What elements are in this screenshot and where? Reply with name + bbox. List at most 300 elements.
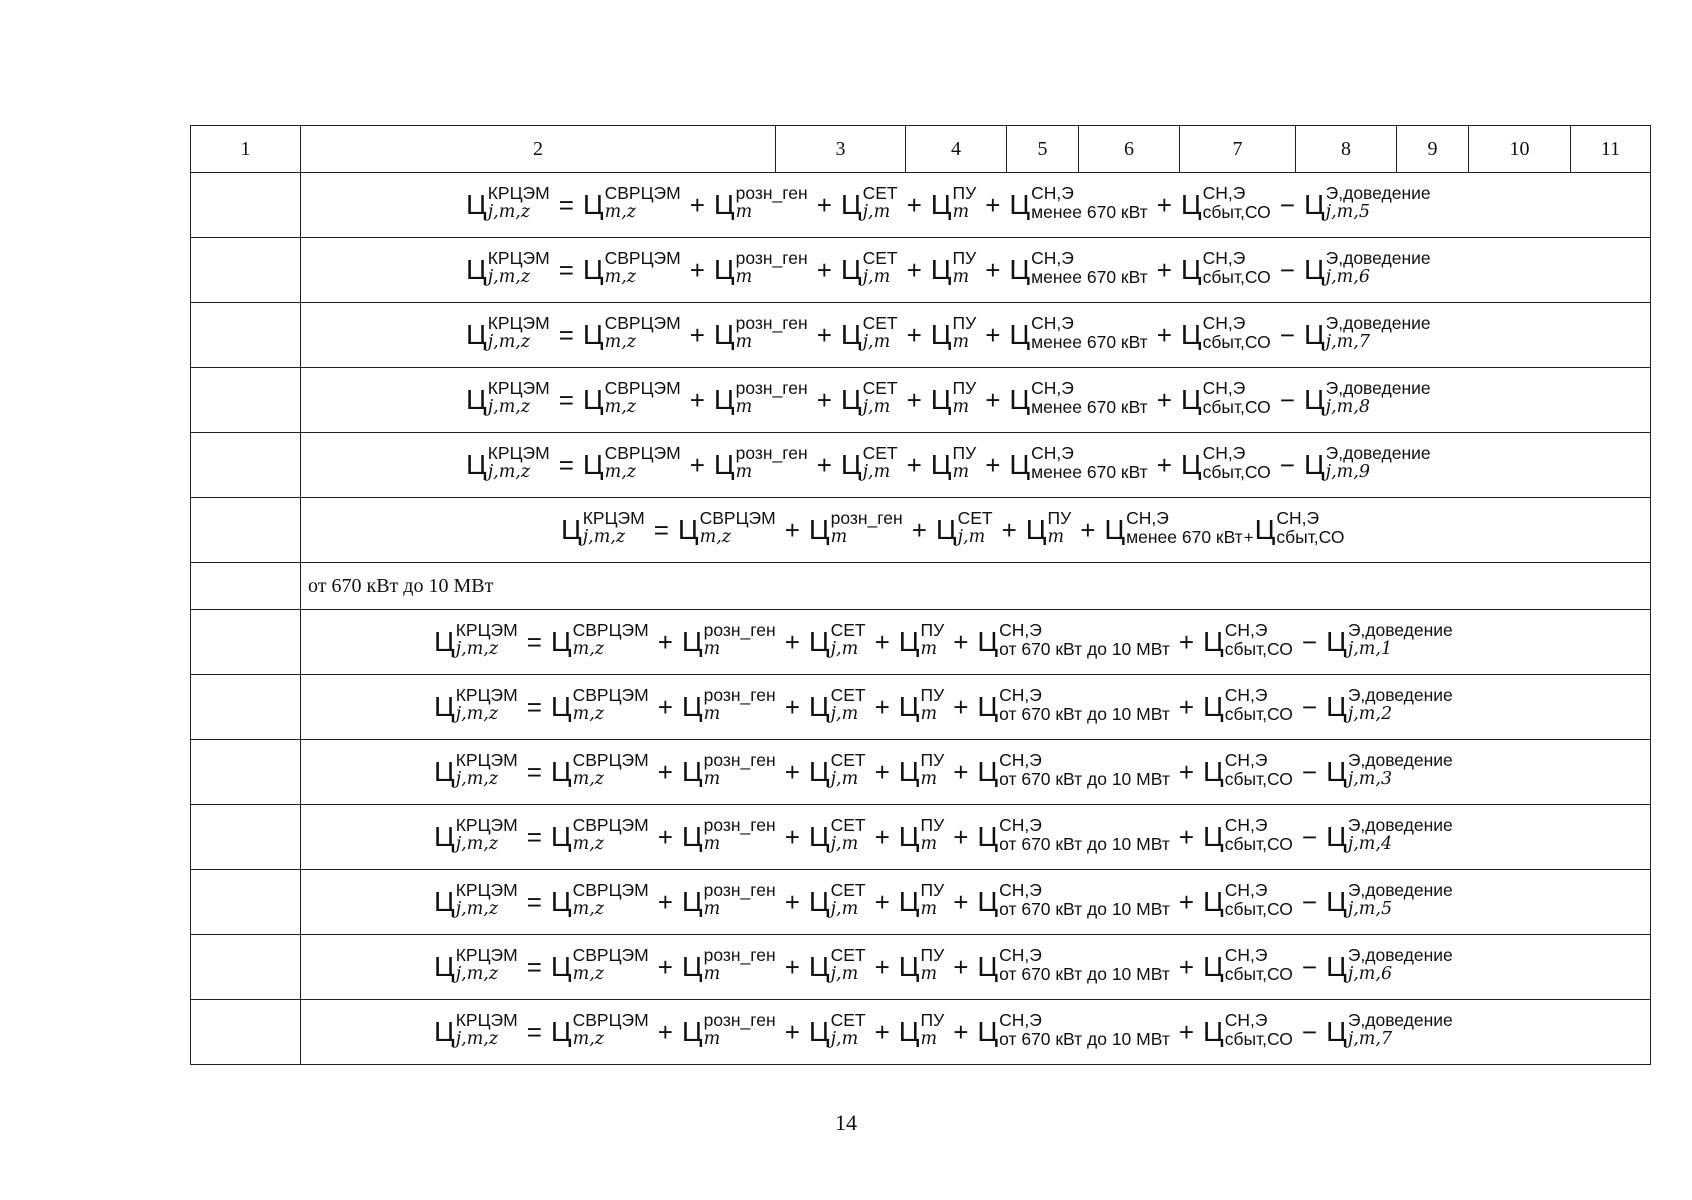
symbol-superscript: СЕТ	[862, 443, 898, 463]
symbol-superscript: СВРЦЭМ	[572, 880, 649, 900]
symbol-base: Ц	[1203, 1016, 1224, 1047]
symbol-subscript: m	[703, 769, 721, 789]
price-symbol	[840, 183, 898, 222]
operator: +	[1156, 450, 1172, 480]
empty-cell	[191, 935, 301, 1000]
symbol-superscript: СН,Э	[1202, 313, 1246, 333]
operator: −	[1301, 952, 1318, 982]
symbol-base: Ц	[808, 821, 830, 852]
symbol-superscript: розн_ген	[703, 685, 776, 705]
symbol-superscript: Э,доведение	[1347, 750, 1453, 770]
symbol-subscript: менее 670 кВт	[1031, 397, 1148, 417]
operator: =	[526, 1017, 542, 1047]
symbol-subscript: j,m,z	[582, 527, 626, 547]
symbol-superscript: ПУ	[920, 750, 945, 770]
symbol-base: Ц	[1203, 886, 1224, 917]
formula-cell	[301, 1000, 1651, 1065]
symbol-superscript: розн_ген	[703, 1010, 776, 1030]
symbol-superscript: СН,Э	[999, 1010, 1042, 1030]
operator: =	[558, 255, 574, 285]
price-symbol	[840, 378, 898, 417]
symbol-superscript: СЕТ	[862, 313, 898, 333]
operator: +	[657, 692, 673, 722]
symbol-base: Ц	[930, 449, 952, 480]
symbol-superscript: СН,Э	[999, 945, 1042, 965]
symbol-subscript: j,m,z	[455, 639, 499, 659]
price-symbol	[898, 620, 945, 659]
formula-cell	[301, 610, 1651, 675]
header-cell: 3	[776, 126, 906, 173]
symbol-subscript: j,m,7	[1347, 1029, 1393, 1049]
symbol-superscript: СН,Э	[1126, 508, 1169, 528]
symbol-superscript: СН,Э	[1202, 443, 1246, 463]
symbol-superscript: розн_ген	[703, 880, 776, 900]
symbol-base: Ц	[840, 189, 862, 220]
operator: −	[1301, 692, 1318, 722]
operator: +	[784, 757, 800, 787]
symbol-base: Ц	[1326, 691, 1347, 722]
symbol-superscript: Э,доведение	[1325, 248, 1431, 268]
price-symbol	[1326, 1010, 1453, 1049]
symbol-base: Ц	[1025, 514, 1047, 545]
operator: +	[1080, 515, 1096, 545]
price-symbol	[582, 248, 681, 287]
price-symbol	[1303, 378, 1431, 417]
symbol-superscript: СН,Э	[1276, 508, 1320, 528]
price-symbol	[713, 378, 808, 417]
symbol-base: Ц	[898, 1016, 920, 1047]
symbol-subscript: j,m	[830, 639, 859, 659]
symbol-superscript: Э,доведение	[1347, 945, 1453, 965]
price-symbol	[713, 443, 808, 482]
symbol-base: Ц	[840, 254, 862, 285]
symbol-superscript: ПУ	[952, 248, 977, 268]
operator: −	[1279, 190, 1295, 220]
symbol-subscript: сбыт,СО	[1224, 899, 1293, 919]
symbol-subscript: m	[703, 834, 721, 854]
operator: +	[985, 190, 1001, 220]
section-row	[191, 563, 1651, 610]
price-symbol	[808, 1010, 866, 1049]
formula-cell	[301, 433, 1651, 498]
symbol-base: Ц	[681, 691, 703, 722]
symbol-superscript: Э,доведение	[1325, 443, 1431, 463]
operator: +	[874, 887, 890, 917]
symbol-superscript: Э,доведение	[1325, 313, 1431, 333]
price-symbol	[808, 945, 866, 984]
symbol-subscript: m	[735, 397, 753, 417]
symbol-base: Ц	[1180, 189, 1202, 220]
price-symbol	[1203, 620, 1293, 659]
operator: +	[1156, 255, 1172, 285]
operator: +	[874, 692, 890, 722]
price-symbol	[561, 508, 645, 547]
formula-cell	[301, 805, 1651, 870]
symbol-subscript: m	[703, 704, 721, 724]
symbol-base: Ц	[1009, 449, 1031, 480]
symbol-superscript: СВРЦЭМ	[604, 248, 681, 268]
operator: +	[1178, 822, 1195, 852]
symbol-subscript: m,z	[572, 704, 604, 724]
symbol-subscript: m	[703, 899, 721, 919]
symbol-superscript: СЕТ	[830, 815, 866, 835]
formula-row	[191, 433, 1651, 498]
symbol-superscript: СЕТ	[830, 750, 866, 770]
symbol-superscript: СН,Э	[1202, 378, 1246, 398]
operator: +	[689, 320, 705, 350]
price-symbol	[1303, 183, 1431, 222]
symbol-superscript: СВРЦЭМ	[572, 620, 649, 640]
formula	[301, 945, 1650, 984]
symbol-base: Ц	[977, 821, 999, 852]
symbol-subscript: m	[952, 397, 970, 417]
symbol-base: Ц	[677, 514, 699, 545]
formula-row	[191, 238, 1651, 303]
symbol-superscript: ПУ	[920, 880, 945, 900]
symbol-base: Ц	[1326, 821, 1347, 852]
symbol-base: Ц	[1303, 254, 1325, 285]
operator: =	[558, 190, 574, 220]
formula-cell	[301, 675, 1651, 740]
symbol-superscript: КРЦЭМ	[455, 685, 518, 705]
price-symbol	[977, 945, 1170, 984]
price-symbol	[977, 815, 1170, 854]
symbol-superscript: СН,Э	[999, 685, 1042, 705]
symbol-superscript: розн_ген	[703, 750, 776, 770]
symbol-subscript: j,m,z	[455, 964, 499, 984]
symbol-subscript: m	[735, 332, 753, 352]
operator: =	[526, 692, 542, 722]
empty-cell	[191, 805, 301, 870]
operator: +	[657, 757, 673, 787]
symbol-subscript: сбыт,СО	[1224, 834, 1293, 854]
symbol-superscript: СЕТ	[830, 620, 866, 640]
operator: +	[985, 320, 1001, 350]
symbol-base: Ц	[930, 254, 952, 285]
symbol-base: Ц	[550, 1016, 572, 1047]
symbol-subscript: сбыт,СО	[1224, 639, 1293, 659]
symbol-superscript: СН,Э	[1031, 443, 1074, 463]
symbol-base: Ц	[1303, 189, 1325, 220]
symbol-base: Ц	[1203, 756, 1224, 787]
symbol-subscript: j,m,5	[1325, 202, 1370, 222]
symbol-base: Ц	[681, 821, 703, 852]
symbol-superscript: СВРЦЭМ	[572, 1010, 649, 1030]
operator: −	[1301, 1017, 1318, 1047]
symbol-superscript: ПУ	[952, 378, 977, 398]
price-symbol	[808, 685, 866, 724]
symbol-subscript: j,m,z	[487, 332, 531, 352]
symbol-subscript: m,z	[572, 899, 604, 919]
symbol-subscript: m	[920, 639, 938, 659]
symbol-base: Ц	[582, 254, 604, 285]
price-symbol	[1009, 378, 1148, 417]
symbol-base: Ц	[1326, 951, 1347, 982]
symbol-superscript: Э,доведение	[1347, 685, 1453, 705]
symbol-subscript: менее 670 кВт	[1031, 202, 1148, 222]
operator: +	[906, 255, 922, 285]
header-cell: 8	[1296, 126, 1397, 173]
symbol-superscript: розн_ген	[735, 313, 808, 333]
operator: =	[526, 757, 542, 787]
empty-cell	[191, 563, 301, 610]
symbol-base: Ц	[1009, 384, 1031, 415]
symbol-base: Ц	[898, 951, 920, 982]
symbol-base: Ц	[808, 886, 830, 917]
price-symbol	[1303, 248, 1431, 287]
symbol-base: Ц	[840, 449, 862, 480]
price-symbol	[930, 313, 977, 352]
operator: +	[816, 320, 832, 350]
symbol-superscript: СН,Э	[1224, 685, 1268, 705]
symbol-subscript: m,z	[604, 332, 636, 352]
symbol-superscript: СН,Э	[1224, 815, 1268, 835]
symbol-base: Ц	[713, 254, 735, 285]
symbol-base: Ц	[898, 886, 920, 917]
price-symbol	[434, 880, 518, 919]
symbol-base: Ц	[434, 951, 455, 982]
price-symbol	[466, 183, 550, 222]
symbol-subscript: сбыт,СО	[1202, 397, 1271, 417]
symbol-base: Ц	[434, 691, 455, 722]
formula-cell	[301, 870, 1651, 935]
symbol-superscript: СН,Э	[1224, 945, 1268, 965]
symbol-subscript: m	[952, 267, 970, 287]
symbol-base: Ц	[681, 886, 703, 917]
operator: +	[1178, 692, 1195, 722]
price-symbol	[681, 880, 776, 919]
price-symbol	[930, 378, 977, 417]
symbol-superscript: розн_ген	[703, 620, 776, 640]
price-symbol	[582, 183, 681, 222]
price-symbol	[434, 685, 518, 724]
symbol-superscript: СН,Э	[999, 620, 1042, 640]
price-symbol	[1025, 508, 1072, 547]
symbol-base: Ц	[1326, 626, 1347, 657]
empty-cell	[191, 173, 301, 238]
symbol-superscript: ПУ	[1047, 508, 1072, 528]
symbol-base: Ц	[898, 691, 920, 722]
price-symbol	[977, 620, 1170, 659]
price-symbol	[713, 248, 808, 287]
symbol-base: Ц	[808, 1016, 830, 1047]
symbol-base: Ц	[582, 189, 604, 220]
price-symbol	[550, 945, 649, 984]
symbol-superscript: КРЦЭМ	[455, 815, 518, 835]
symbol-subscript: j,m,z	[487, 397, 531, 417]
symbol-superscript: СН,Э	[999, 750, 1042, 770]
symbol-subscript: m,z	[604, 397, 636, 417]
symbol-subscript: m,z	[604, 267, 636, 287]
operator: =	[526, 627, 542, 657]
symbol-subscript: от 670 кВт до 10 МВт	[999, 899, 1170, 919]
symbol-subscript: m,z	[604, 202, 636, 222]
operator: +	[1178, 887, 1195, 917]
symbol-subscript: j,m,9	[1325, 462, 1370, 482]
formula-row	[191, 1000, 1651, 1065]
formula-cell	[301, 740, 1651, 805]
price-symbol	[582, 443, 681, 482]
symbol-base: Ц	[582, 319, 604, 350]
price-symbol	[898, 750, 945, 789]
header-cell: 5	[1007, 126, 1079, 173]
symbol-superscript: розн_ген	[735, 248, 808, 268]
symbol-subscript: m,z	[572, 964, 604, 984]
symbol-base: Ц	[466, 449, 487, 480]
symbol-base: Ц	[681, 1016, 703, 1047]
price-symbol	[1180, 378, 1271, 417]
price-symbol	[681, 945, 776, 984]
price-symbol	[1180, 443, 1271, 482]
operator: +	[985, 255, 1001, 285]
symbol-subscript: j,m,8	[1325, 397, 1370, 417]
symbol-base: Ц	[808, 514, 830, 545]
symbol-base: Ц	[1180, 449, 1202, 480]
price-symbol	[550, 1010, 649, 1049]
symbol-subscript: m	[1047, 527, 1065, 547]
symbol-base: Ц	[582, 384, 604, 415]
symbol-subscript: m	[735, 462, 753, 482]
symbol-superscript: ПУ	[952, 183, 977, 203]
symbol-superscript: КРЦЭМ	[455, 620, 518, 640]
symbol-subscript: j,m,6	[1325, 267, 1370, 287]
formula-table	[190, 125, 1651, 1065]
symbol-superscript: КРЦЭМ	[487, 248, 550, 268]
symbol-superscript: СН,Э	[1224, 620, 1268, 640]
operator: −	[1301, 627, 1318, 657]
symbol-subscript: сбыт,СО	[1224, 769, 1293, 789]
operator: +	[906, 450, 922, 480]
operator: +	[657, 952, 673, 982]
page-number: 14	[835, 1110, 857, 1135]
price-symbol	[466, 443, 550, 482]
operator: +	[784, 692, 800, 722]
symbol-base: Ц	[466, 384, 487, 415]
price-symbol	[434, 945, 518, 984]
symbol-superscript: Э,доведение	[1347, 880, 1453, 900]
price-symbol	[1326, 620, 1453, 659]
operator: +	[953, 692, 969, 722]
price-symbol	[1180, 248, 1271, 287]
symbol-subscript: сбыт,СО	[1224, 964, 1293, 984]
price-symbol	[977, 750, 1170, 789]
symbol-base: Ц	[1203, 626, 1224, 657]
symbol-base: Ц	[582, 449, 604, 480]
price-symbol	[840, 313, 898, 352]
price-symbol	[840, 248, 898, 287]
symbol-subscript: j,m	[957, 527, 986, 547]
price-symbol	[1009, 313, 1148, 352]
symbol-subscript: от 670 кВт до 10 МВт	[999, 639, 1170, 659]
symbol-base: Ц	[898, 821, 920, 852]
operator: =	[558, 450, 574, 480]
operator: +	[1156, 320, 1172, 350]
price-symbol	[1326, 815, 1453, 854]
symbol-base: Ц	[930, 319, 952, 350]
price-symbol	[808, 750, 866, 789]
symbol-superscript: СН,Э	[999, 880, 1042, 900]
formula	[301, 620, 1650, 659]
symbol-subscript: j,m,z	[455, 899, 499, 919]
price-symbol	[808, 880, 866, 919]
symbol-base: Ц	[713, 384, 735, 415]
operator: −	[1301, 757, 1318, 787]
symbol-superscript: СН,Э	[999, 815, 1042, 835]
formula-row	[191, 173, 1651, 238]
operator: +	[816, 450, 832, 480]
price-symbol	[930, 443, 977, 482]
operator: +	[874, 1017, 890, 1047]
symbol-superscript: ПУ	[920, 1010, 945, 1030]
symbol-superscript: КРЦЭМ	[455, 1010, 518, 1030]
price-symbol	[1203, 685, 1293, 724]
empty-cell	[191, 740, 301, 805]
formula-row	[191, 498, 1651, 563]
symbol-base: Ц	[550, 886, 572, 917]
symbol-subscript: j,m	[830, 834, 859, 854]
header-cell: 4	[906, 126, 1007, 173]
operator: +	[784, 627, 800, 657]
symbol-base: Ц	[713, 189, 735, 220]
price-symbol	[681, 1010, 776, 1049]
symbol-superscript: ПУ	[920, 945, 945, 965]
price-symbol	[434, 1010, 518, 1049]
price-symbol	[1203, 945, 1293, 984]
operator: −	[1279, 450, 1295, 480]
symbol-base: Ц	[1180, 319, 1202, 350]
operator: +	[657, 1017, 673, 1047]
symbol-base: Ц	[466, 189, 487, 220]
operator: +	[1178, 952, 1195, 982]
symbol-base: Ц	[977, 886, 999, 917]
symbol-subscript: j,m,2	[1347, 704, 1393, 724]
operator: +	[1178, 1017, 1195, 1047]
symbol-superscript: КРЦЭМ	[582, 508, 645, 528]
symbol-subscript: j,m,z	[487, 267, 531, 287]
operator: +	[784, 1017, 800, 1047]
formula-cell	[301, 173, 1651, 238]
price-symbol	[930, 248, 977, 287]
formula	[301, 750, 1650, 789]
formula-row	[191, 675, 1651, 740]
symbol-subscript: от 670 кВт до 10 МВт	[999, 964, 1170, 984]
symbol-superscript: СВРЦЭМ	[604, 183, 681, 203]
symbol-superscript: ПУ	[920, 685, 945, 705]
header-cell: 11	[1571, 126, 1651, 173]
price-symbol	[808, 620, 866, 659]
symbol-subscript: сбыт,СО	[1202, 202, 1271, 222]
empty-cell	[191, 1000, 301, 1065]
formula-row	[191, 805, 1651, 870]
formula-row	[191, 610, 1651, 675]
operator: +	[657, 627, 673, 657]
symbol-base: Ц	[1203, 951, 1224, 982]
symbol-superscript: КРЦЭМ	[487, 313, 550, 333]
symbol-subscript: j,m,z	[487, 202, 531, 222]
symbol-superscript: Э,доведение	[1325, 378, 1431, 398]
symbol-superscript: ПУ	[920, 815, 945, 835]
symbol-base: Ц	[1203, 821, 1224, 852]
symbol-superscript: КРЦЭМ	[455, 945, 518, 965]
price-symbol	[1326, 750, 1453, 789]
symbol-subscript: m,z	[572, 1029, 604, 1049]
symbol-subscript: m	[920, 899, 938, 919]
symbol-superscript: розн_ген	[735, 443, 808, 463]
symbol-base: Ц	[977, 1016, 999, 1047]
symbol-base: Ц	[1104, 514, 1126, 545]
formula-row	[191, 303, 1651, 368]
formula-row	[191, 870, 1651, 935]
